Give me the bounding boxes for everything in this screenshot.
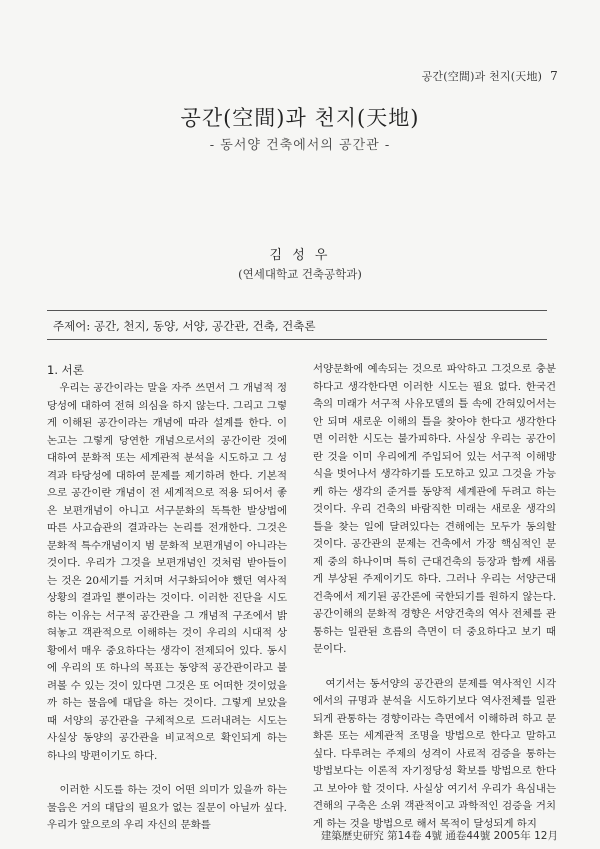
- paragraph-gap: [313, 659, 556, 676]
- body-paragraph: 여기서는 동서양의 공간관의 문제를 역사적인 시각에서의 규명과 분석을 시도하기보다 역사전체를 일관되게 관통하는 경향이라는 측면에서 이해하려 하고 문화론 또는 세계관적 조명을 방법으로 한다고 말하고 싶다. 다루려는 주제의 성격이 사료적 검증을 통하는 방법보다는 이론적 자기정당성 확보를 방법으로 한다고 보아야 할 것이다. 사실상 여기서 우리가 욕심내는 견해의 구축은 소위 객관적이고 과학적인 검증을 거치게 하는 것을 방법으로 해서 목적이 달성되게 하지: [313, 677, 556, 830]
- running-head-title: 공간(空間)과 천지(天地): [421, 70, 543, 83]
- paragraph-gap: [47, 765, 287, 782]
- body-paragraph: 우리는 공간이라는 말을 자주 쓰면서 그 개념적 정당성에 대하여 전혀 의심을 하지 않는다. 그리고 그렇게 이해된 공간이라는 개념에 따라 설계를 한다. 이 논고는 그렇게 당연한 개념으로서의 공간이란 것에 대하여 문화적 또는 세계관적 분석을 시도하고 그 성격과 타당성에 대하여 문제를 제기하려 한다. 기본적으로 공간이란 개념이 전 세계적으로 적용 되어서 좋은 보편개념이 아니고 서구문화의 독특한 발상법에 따른 사고습관의 결과라는 논리를 전개한다. 그것은 문화적 특수개념이지 범 문화적 보편개념이 아니라는 것이다. 우리가 그것을 보편개념인 것처럼 받아들이는 것은 20세기를 거치며 서구화되어야 했던 역사적 상황의 결과일 뿐이라는 것이다. 이러한 진단을 시도하는 이유는 서구적 공간관을 그 개념적 구조에서 밝혀놓고 객관적으로 이해하는 것이 우리의 시대적 상황에서 매우 중요하다는 생각이 전제되어 있다. 동시에 우리의 또 하나의 목표는 동양적 공간관이라고 불려볼 수 있는 것이 있다면 그것은 또 어떠한 것이었을까 하는 물음에 대답을 하는 것이다. 그렇게 보았을 때 서양의 공간관을 구체적으로 드러내려는 시도는 사실상 동양의 공간관을 비교적으로 확인되게 하는 하나의 방편이기도 하다.: [47, 382, 287, 762]
- article-title: 공간(空間)과 천지(天地): [180, 106, 420, 130]
- author-affiliation: (연세대학교 건축공학과): [238, 267, 362, 281]
- keywords-text: 주제어: 공간, 천지, 동양, 서양, 공간관, 건축, 건축론: [53, 319, 316, 333]
- keywords-box: [47, 310, 547, 340]
- author-name: 김 성 우: [269, 248, 331, 263]
- right-column: [313, 361, 556, 833]
- running-head: [422, 68, 558, 84]
- body-paragraph: 이러한 시도를 하는 것이 어떤 의미가 있을까 하는 물음은 거의 대답의 필요가 없는 질문이 아닐까 싶다. 우리가 앞으로의 우리 자신의 문화를: [47, 784, 287, 831]
- left-column: [47, 361, 287, 835]
- journal-footer: 建築歷史研究 第14卷 4號 通卷44號 2005年 12月: [320, 830, 558, 842]
- section-heading: 1. 서론: [47, 363, 84, 377]
- page-number: 7: [550, 69, 558, 83]
- article-subtitle: - 동서양 건축에서의 공간관 -: [209, 138, 391, 153]
- body-paragraph: 서양문화에 예속되는 것으로 파악하고 그것으로 충분하다고 생각한다면 이러한 시도는 필요 없다. 한국건축의 미래가 서구적 사유모델의 틀 속에 간혀있어서는 안 되며 새로운 이해의 틀을 찾아야 한다고 생각한다면 이러한 시도는 불가피하다. 사실상 우리는 공간이란 것을 이미 우리에게 주입되어 있는 서구적 이해방식을 벗어나서 생각하기를 도모하고 있고 그것을 가능케 하는 생각의 준거를 동양적 세계관에 두려고 하는 것이다. 우리 건축의 바람직한 미래는 새로운 생각의 틀을 찾는 일에 달려있다는 견해에는 모두가 동의할 것이다. 공간관의 문제는 건축에서 가장 핵심적인 문제 중의 하나이며 특히 근대건축의 등장과 함께 새롭게 부상된 주제이기도 하다. 그러나 우리는 서양근대건축에서 제기된 공간론에 국한되기를 원하지 않는다. 공간이해의 문화적 경향은 서양건축의 역사 전체를 관통하는 일관된 흐름의 측면이 더 중요하다고 보기 때문이다.: [313, 363, 556, 655]
